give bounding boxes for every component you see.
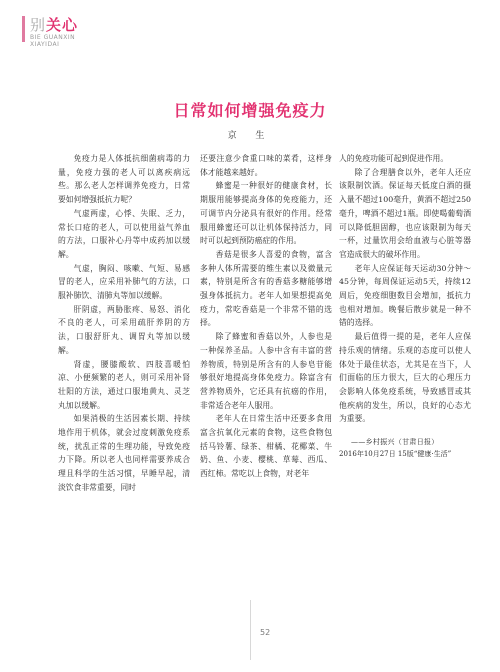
logo-accent-text: 关心 <box>46 16 79 34</box>
source-citation: ——乡村振兴（甘肃日报） <box>351 438 439 447</box>
logo-subtitle <box>30 34 75 48</box>
magazine-logo <box>22 14 142 54</box>
text-column-3 <box>339 152 471 460</box>
paragraph: 人的免疫功能可起到促进作用。 <box>339 154 449 163</box>
logo-accent-bar <box>22 16 25 42</box>
article-author: 京 生 <box>227 131 273 141</box>
logo-text <box>30 14 78 35</box>
paragraph: 最后值得一提的是，老年人应保持乐观的情绪。乐观的态度可以使人体处于最佳状态，尤其是在当下，人们面临的压力很大，巨大的心理压力会影响人体免疫系统，导致感冒或其他疾病的发生，所以，良好的心态尤为重要。 <box>339 332 471 424</box>
paragraph: 气虚，胸闷、咳嗽、气短、易感冒的老人，应采用补肺气的方法，口服补肺饮、清肺丸等加以缓解。 <box>58 263 190 301</box>
logo-sub-line-2: XIAYIDAI <box>30 41 60 48</box>
paragraph: 蜂蜜是一种很好的健康食材，长期服用能够提高身体的免疫能力，还可调节内分泌具有很好的作用。经常服用蜂蜜还可以让机体保持活力，同时可以起到预防癌症的作用。 <box>200 181 332 246</box>
paragraph: 除了蜂蜜和香菇以外，人参也是一种保养圣品。人参中含有丰富的营养物质，特别是所含有的人参皂苷能够很好地提高身体免疫力。除富含有营养物质外，它还具有抗癌的作用，非常适合老年人服用。 <box>200 332 332 410</box>
paragraph: 老年人在日常生活中还要多食用富含抗氧化元素的食物，这些食物包括马铃薯、绿茶、柑橘、花椰菜、牛奶、鱼、小麦、樱桃、草莓、西瓜、西红柿。常吃以上食物，对老年 <box>200 414 332 479</box>
paragraph: 肾虚，腰膝酸软、四肢喜暖怕凉、小便频繁的老人，则可采用补肾壮阳的方法，通过口服地黄丸、灵芝丸加以缓解。 <box>58 359 190 410</box>
paragraph: 如果消极的生活因素长期、持续地作用于机体，就会过度刺激免疫系统，扰乱正常的生理功能，导致免疫力下降。所以老人也同样需要养成合理且科学的生活习惯，早睡早起，清淡饮食非常重要，同时 <box>58 414 190 492</box>
source-date: 2016年10月27日 15版“健康·生活” <box>339 450 452 459</box>
paragraph: 除了合理膳食以外，老年人还应该限制饮酒。保证每天低度白酒的摄入量不超过100毫升，黄酒不超过250毫升，啤酒不超过1瓶。即使喝葡萄酒可以降低胆固醇，也应该限制为每天一杯，过量饮用会给血液与心脏等器官造成很大的破坏作用。 <box>339 167 471 259</box>
paragraph: 还要注意少食重口味的菜肴，这样身体才能越来越好。 <box>200 154 332 177</box>
text-column-2 <box>200 152 332 481</box>
paragraph: 气虚两虚，心悸、失眠、乏力，常长口疮的老人，可以使用益气养血的方法，口服补心丹等中成药加以缓解。 <box>58 208 190 259</box>
article-title: 日常如何增强免疫力 <box>173 101 327 120</box>
page-number: 52 <box>260 628 271 637</box>
paragraph: 免疫力是人体抵抗细菌病毒的力量，免疫力强的老人可以离疾病远些。那么老人怎样调养免疫力，日常要如何增强抵抗力呢？ <box>58 154 190 205</box>
page-divider <box>250 600 251 660</box>
logo-sub-line-1: BIE GUANXIN <box>30 34 76 41</box>
paragraph: 老年人应保证每天运动30分钟～45分钟，每周保证运动5天，持续12周后，免疫细胞数目会增加，抵抗力也相对增加。晚餐后散步就是一种不错的选择。 <box>339 263 471 328</box>
logo-prefix: 别 <box>30 16 47 34</box>
text-column-1 <box>58 152 190 495</box>
paragraph: 香菇是很多人喜爱的食物，富含多种人体所需要的维生素以及微量元素，特别是所含有的香菇多糖能够增强身体抵抗力。老年人如果想提高免疫力，常吃香菇是一个非常不错的选择。 <box>200 249 332 328</box>
paragraph: 肝阴虚，两胁胀疼、易怒、消化不良的老人，可采用疏肝养阴的方法，口服舒肝丸、调胃丸等加以缓解。 <box>58 304 190 355</box>
